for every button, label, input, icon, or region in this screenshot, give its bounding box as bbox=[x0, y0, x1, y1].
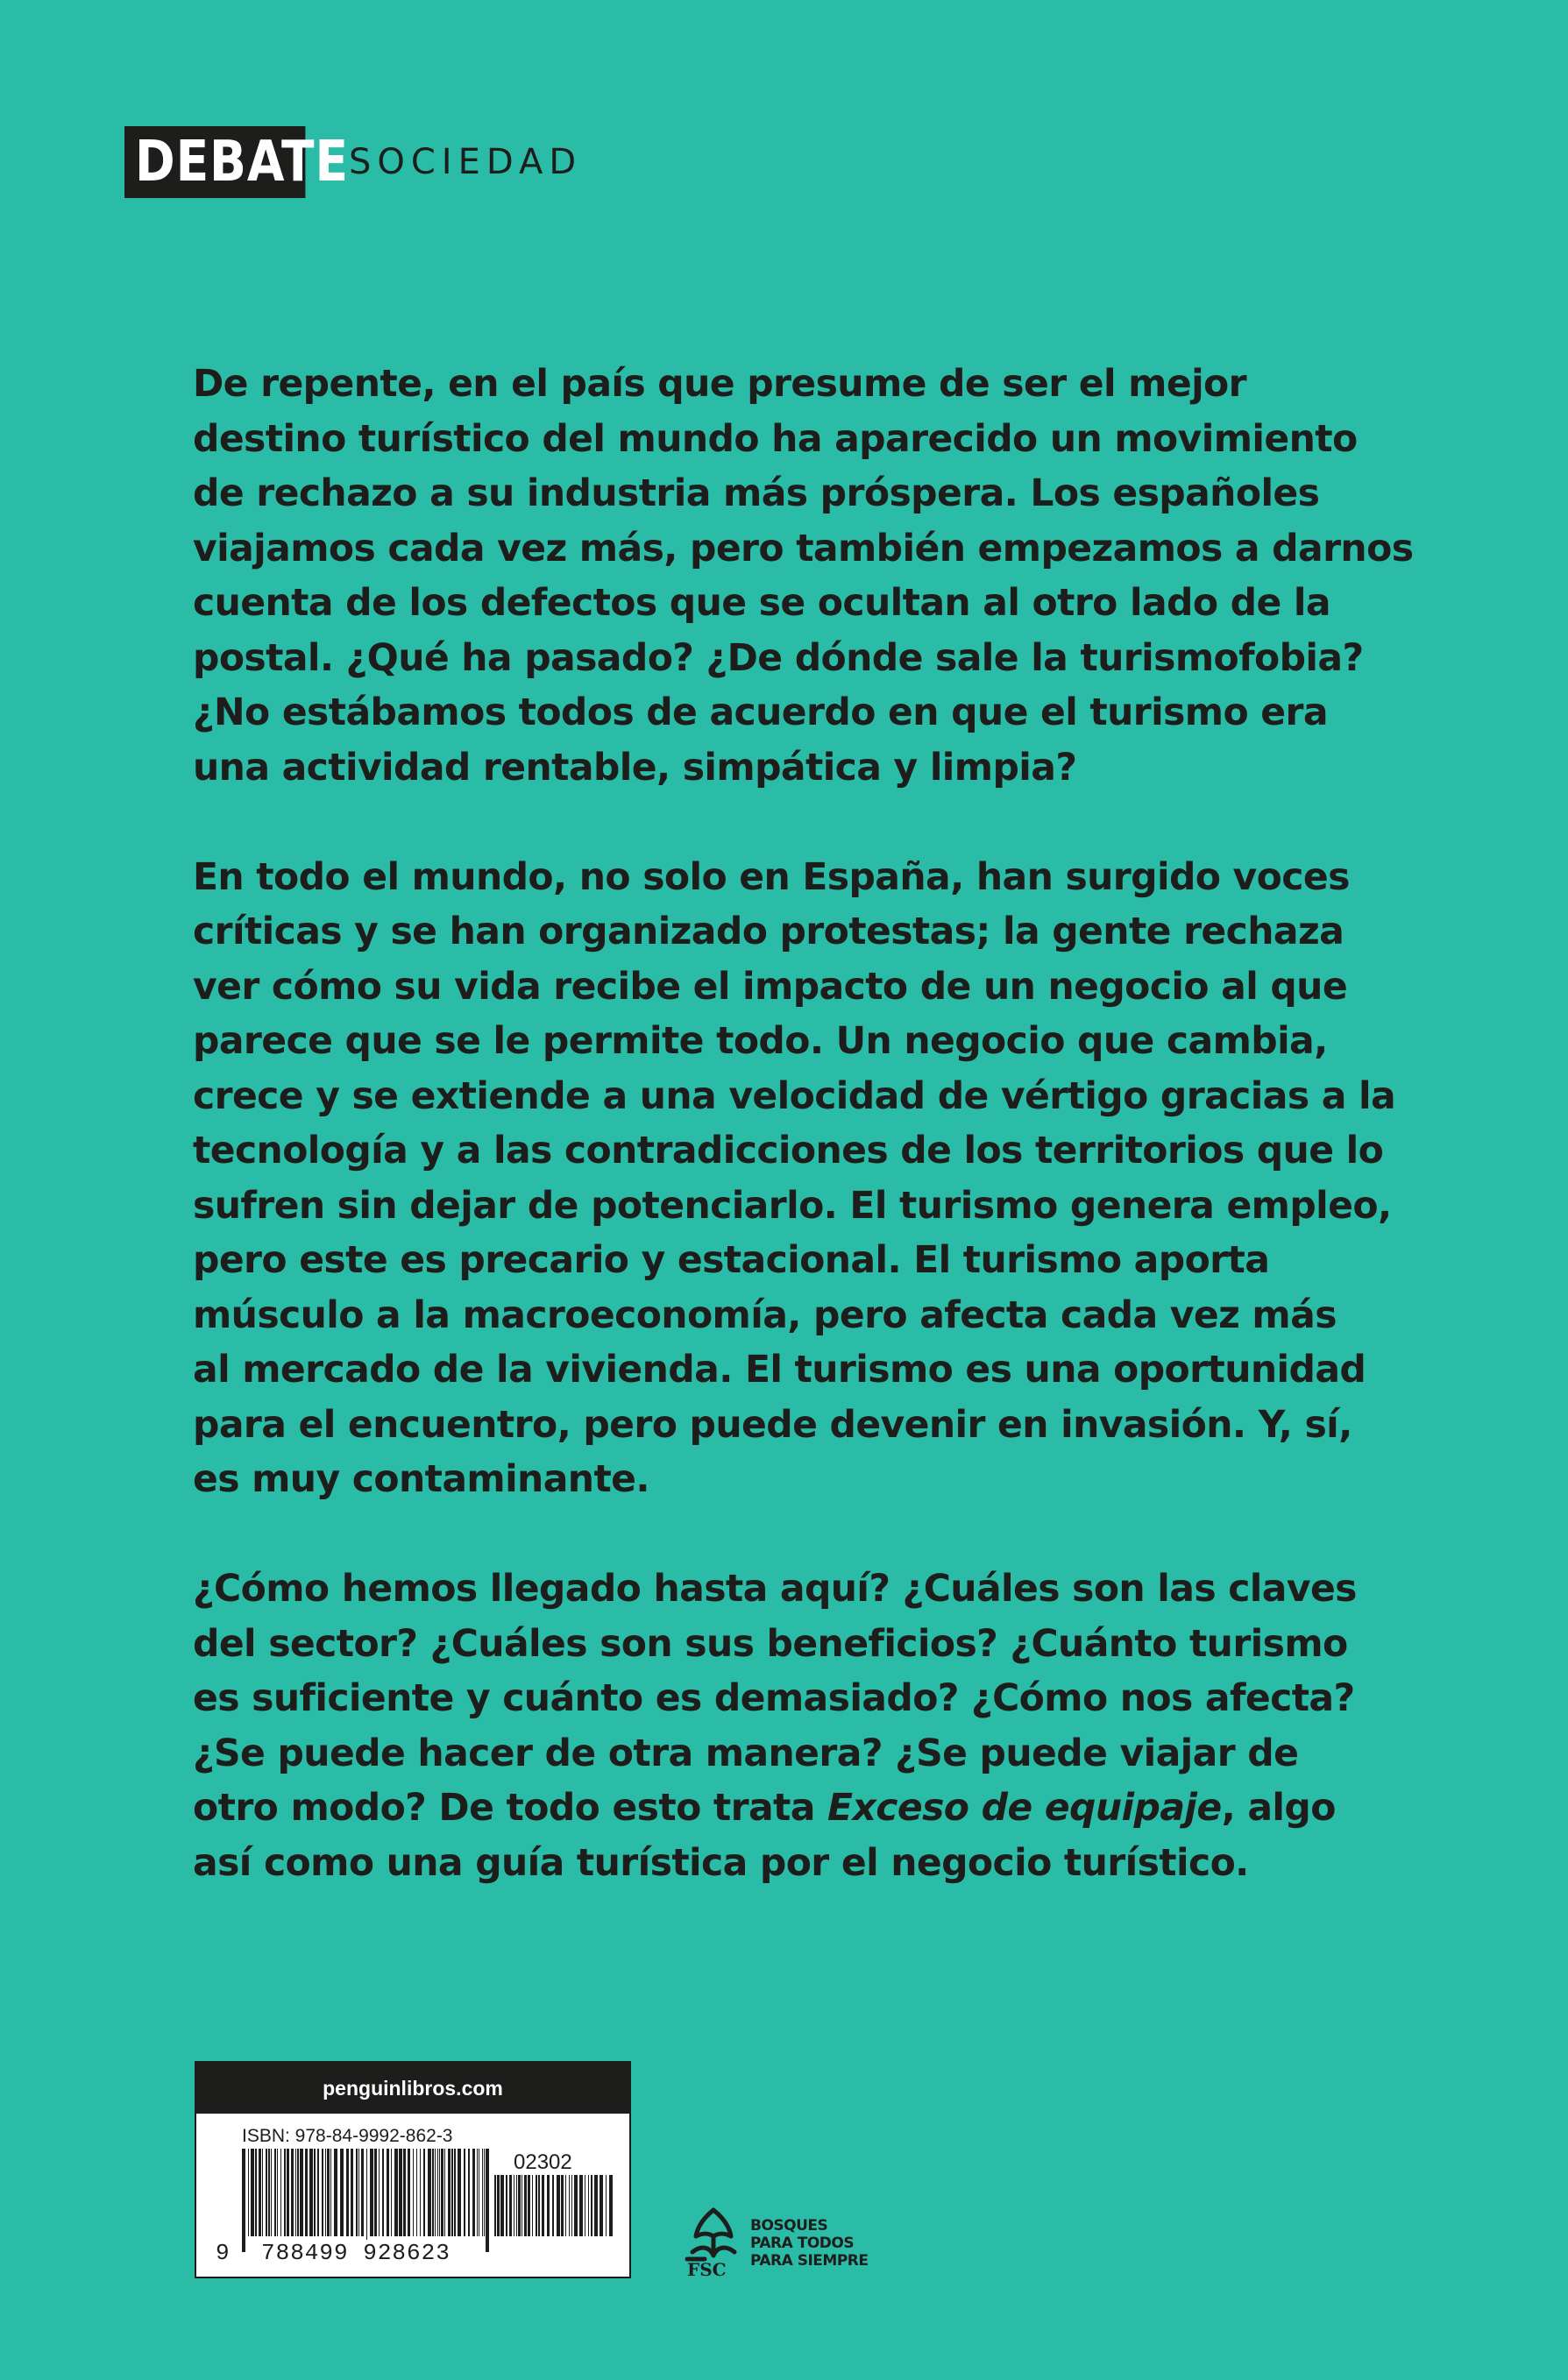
blurb-line: crece y se extiende a una velocidad de vértigo gracias a la bbox=[193, 1074, 1396, 1118]
barcode-bar bbox=[248, 2149, 249, 2236]
blurb-line: En todo el mundo, no solo en España, han surgido voces bbox=[193, 855, 1350, 899]
barcode-bar bbox=[268, 2149, 270, 2236]
barcode-bar bbox=[569, 2175, 570, 2236]
blurb-line: postal. ¿Qué ha pasado? ¿De dónde sale la turismofobia? bbox=[193, 636, 1364, 680]
barcode-bar bbox=[358, 2149, 359, 2236]
barcode-bar bbox=[542, 2175, 544, 2236]
barcode-bar bbox=[484, 2149, 485, 2236]
barcode-bar bbox=[472, 2149, 475, 2236]
blurb-line: parece que se le permite todo. Un negocio que cambia, bbox=[193, 1020, 1328, 1063]
blurb-line: viajamos cada vez más, pero también empezamos a darnos bbox=[193, 527, 1414, 570]
barcode-bar bbox=[509, 2175, 512, 2236]
paragraph-gap bbox=[193, 796, 1402, 851]
barcode-bar bbox=[274, 2149, 276, 2236]
barcode-bar bbox=[536, 2175, 537, 2236]
blurb-text: , algo bbox=[1221, 1787, 1336, 1830]
isbn-barcode-panel bbox=[195, 2061, 631, 2278]
barcode-bar bbox=[284, 2149, 286, 2236]
barcode-bar bbox=[309, 2149, 313, 2236]
barcode-bar bbox=[416, 2149, 417, 2236]
ean-digits: 788499 928623 bbox=[261, 2240, 451, 2266]
paragraph-gap bbox=[193, 1508, 1402, 1563]
publisher-brand bbox=[124, 126, 583, 198]
barcode-bar bbox=[437, 2149, 438, 2236]
barcode-bar bbox=[327, 2149, 330, 2236]
barcode-bar bbox=[399, 2149, 402, 2236]
blurb-line: para el encuentro, pero puede devenir en invasión. Y, sí, bbox=[193, 1403, 1352, 1447]
barcode-bar bbox=[314, 2149, 316, 2236]
barcode-bar bbox=[297, 2149, 299, 2236]
barcode-bar bbox=[387, 2149, 389, 2236]
barcode-bar bbox=[547, 2175, 550, 2236]
blurb-line bbox=[193, 1781, 1402, 1837]
barcode-bar bbox=[506, 2175, 507, 2236]
barcode-bar bbox=[391, 2149, 392, 2236]
barcode-bar bbox=[497, 2175, 500, 2236]
barcode-bar bbox=[420, 2149, 421, 2236]
barcode-bar bbox=[468, 2149, 470, 2236]
blurb-line: cuenta de los defectos que se ocultan al otro lado de la bbox=[193, 582, 1330, 625]
blurb-line: ver cómo su vida recibe el impacto de un negocio al que bbox=[193, 965, 1348, 1009]
fsc-slogan-line: PARA TODOS bbox=[750, 2235, 855, 2252]
fsc-label: FSC bbox=[687, 2259, 727, 2280]
barcode-bar bbox=[524, 2175, 527, 2236]
barcode-bar bbox=[435, 2149, 436, 2236]
barcode-bar bbox=[413, 2149, 414, 2236]
barcode-bar bbox=[552, 2175, 554, 2236]
barcode-bar bbox=[334, 2149, 337, 2236]
barcode-bar bbox=[477, 2149, 478, 2236]
barcode-bar bbox=[262, 2149, 263, 2236]
blurb-line: ¿Cómo hemos llegado hasta aquí? ¿Cuáles son las claves bbox=[193, 1568, 1357, 1611]
blurb-line: es suficiente y cuánto es demasiado? ¿Cómo nos afecta? bbox=[193, 1677, 1355, 1720]
barcode-bar bbox=[609, 2175, 613, 2236]
blurb-line: críticas y se han organizado protestas; la gente rechaza bbox=[193, 910, 1345, 953]
barcode-bar bbox=[571, 2175, 572, 2236]
barcode-bar bbox=[600, 2175, 603, 2236]
barcode-bar bbox=[379, 2149, 380, 2236]
barcode-bar bbox=[448, 2149, 451, 2236]
barcode-bar bbox=[251, 2149, 254, 2236]
barcode-bar bbox=[518, 2175, 521, 2236]
blurb-text: otro modo? De todo esto trata bbox=[193, 1787, 828, 1830]
barcode-bar bbox=[330, 2149, 331, 2236]
barcode-bar bbox=[408, 2149, 410, 2236]
barcode-bar bbox=[532, 2175, 533, 2236]
barcode-bar bbox=[444, 2149, 445, 2236]
barcode-bar bbox=[300, 2149, 303, 2236]
blurb-line: así como una guía turística por el negocio turístico. bbox=[193, 1841, 1249, 1885]
blurb-line: pero este es precario y estacional. El turismo aporta bbox=[193, 1239, 1270, 1282]
barcode-bar bbox=[528, 2175, 530, 2236]
barcode-bar bbox=[291, 2149, 294, 2236]
barcode-bar bbox=[295, 2149, 296, 2236]
blurb-line: ¿No estábamos todos de acuerdo en que el turismo era bbox=[193, 691, 1328, 734]
barcode-bar bbox=[351, 2149, 353, 2236]
barcode-bar bbox=[346, 2149, 349, 2236]
barcode-bar bbox=[482, 2149, 483, 2236]
blurb-line: sufren sin dejar de potenciarlo. El turismo genera empleo, bbox=[193, 1184, 1392, 1228]
barcode-bar bbox=[588, 2175, 589, 2236]
blurb-line: es muy contaminante. bbox=[193, 1458, 649, 1501]
addon-barcode bbox=[493, 2175, 615, 2252]
barcode-bar bbox=[464, 2149, 465, 2236]
barcode-bar bbox=[271, 2149, 272, 2236]
barcode-bar bbox=[374, 2149, 377, 2236]
barcode-bar bbox=[441, 2149, 443, 2236]
blurb-line: de rechazo a su industria más próspera. Los españoles bbox=[193, 472, 1320, 515]
barcode-bar bbox=[370, 2149, 373, 2236]
publisher-website: penguinlibros.com bbox=[196, 2063, 629, 2114]
barcode-bar bbox=[280, 2149, 281, 2236]
barcode-bar bbox=[423, 2149, 425, 2236]
barcode-bar bbox=[458, 2149, 461, 2236]
barcode-bar bbox=[591, 2175, 592, 2236]
barcode-bar bbox=[486, 2149, 489, 2252]
fsc-slogan-line: PARA SIEMPRE bbox=[750, 2252, 869, 2270]
collection-name: SOCIEDAD bbox=[349, 142, 583, 182]
blurb-line: una actividad rentable, simpática y limpia? bbox=[193, 746, 1077, 790]
barcode-bar bbox=[500, 2175, 504, 2236]
barcode-bar bbox=[432, 2149, 434, 2236]
barcode-bar bbox=[451, 2149, 453, 2236]
barcode-bar bbox=[255, 2149, 257, 2236]
publisher-logo: DEBATE bbox=[124, 126, 305, 198]
barcode-bar bbox=[325, 2149, 326, 2236]
barcode-bar bbox=[356, 2149, 358, 2236]
barcode-bar bbox=[606, 2175, 607, 2236]
back-cover-blurb bbox=[193, 358, 1414, 1891]
fsc-slogan-line: BOSQUES bbox=[750, 2217, 828, 2235]
barcode-bar bbox=[403, 2149, 406, 2236]
barcode-bar bbox=[565, 2175, 566, 2236]
barcode-bar bbox=[366, 2149, 367, 2252]
blurb-line: del sector? ¿Cuáles son sus beneficios? ¿Cuánto turismo bbox=[193, 1622, 1348, 1666]
barcode-bar bbox=[317, 2149, 319, 2236]
barcode-bar bbox=[259, 2149, 261, 2236]
blurb-line: al mercado de la vivienda. El turismo es una oportunidad bbox=[193, 1349, 1366, 1392]
barcode-bar bbox=[394, 2149, 398, 2236]
barcode-bar bbox=[439, 2149, 440, 2236]
ean-barcode bbox=[240, 2149, 493, 2252]
barcode-bar bbox=[287, 2149, 289, 2236]
barcode-bar bbox=[242, 2149, 245, 2252]
barcode-bar bbox=[277, 2149, 278, 2236]
blurb-line: De repente, en el país que presume de ser el mejor bbox=[193, 363, 1247, 406]
barcode-bar bbox=[561, 2175, 564, 2236]
blurb-line: ¿Se puede hacer de otra manera? ¿Se puede viajar de bbox=[193, 1732, 1299, 1775]
barcode-bar bbox=[494, 2175, 496, 2236]
barcode-bar bbox=[538, 2175, 540, 2236]
ean-first-digit: 9 bbox=[216, 2240, 230, 2266]
isbn-label: ISBN: 978-84-9992-862-3 bbox=[242, 2126, 453, 2146]
blurb-line: destino turístico del mundo ha aparecido un movimiento bbox=[193, 417, 1358, 461]
barcode-bar bbox=[428, 2149, 431, 2236]
barcode-bar bbox=[340, 2149, 344, 2236]
barcode-bar bbox=[594, 2175, 598, 2236]
barcode-bar bbox=[454, 2149, 456, 2236]
barcode-bar bbox=[574, 2175, 578, 2236]
blurb-line: tecnología y a las contradicciones de los territorios que lo bbox=[193, 1130, 1384, 1172]
barcode-bar bbox=[521, 2175, 522, 2236]
barcode-bar bbox=[579, 2175, 583, 2236]
barcode-bar bbox=[382, 2149, 384, 2236]
addon-code: 02302 bbox=[514, 2150, 572, 2174]
blurb-line: músculo a la macroeconomía, pero afecta cada vez más bbox=[193, 1293, 1337, 1337]
barcode-bar bbox=[516, 2175, 517, 2236]
barcode-bar bbox=[322, 2149, 323, 2236]
barcode-bar bbox=[266, 2149, 267, 2236]
book-title: Exceso de equipaje bbox=[827, 1787, 1222, 1830]
barcode-bar bbox=[305, 2149, 308, 2236]
barcode-bar bbox=[361, 2149, 364, 2236]
fsc-slogan bbox=[750, 2217, 868, 2270]
barcode-bar bbox=[557, 2175, 560, 2236]
